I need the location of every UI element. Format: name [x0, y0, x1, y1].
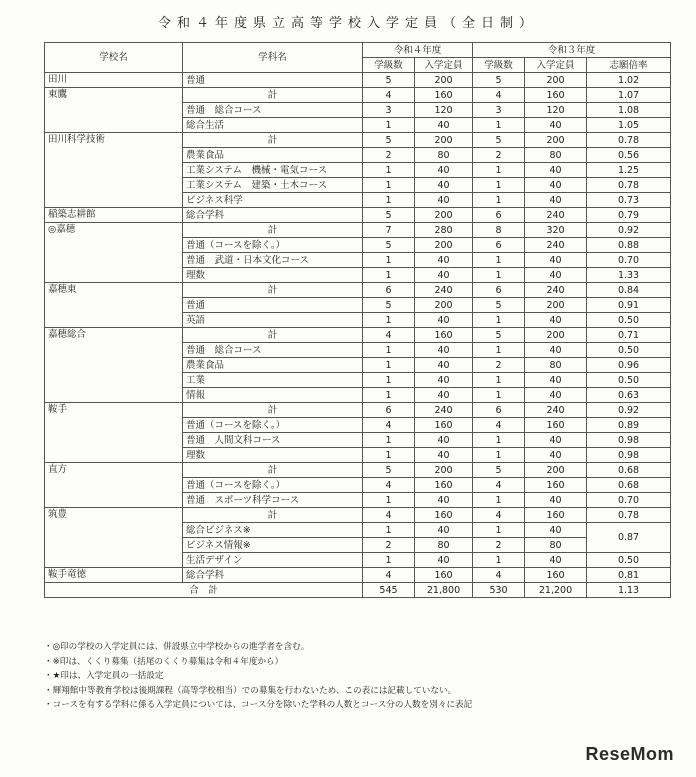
capacity-r4: 200 — [415, 208, 473, 223]
header-school: 学校名 — [45, 43, 183, 73]
classes-r3: 8 — [473, 223, 525, 238]
capacity-r3: 200 — [525, 328, 587, 343]
dept-name: 普通 — [183, 73, 363, 88]
capacity-r4: 160 — [415, 508, 473, 523]
header-capacity-r3: 入学定員 — [525, 58, 587, 73]
total-classes-r4: 545 — [363, 583, 415, 598]
school-name: 鞍手竜徳 — [45, 568, 183, 583]
classes-r3: 1 — [473, 178, 525, 193]
capacity-r4: 200 — [415, 73, 473, 88]
classes-r3: 1 — [473, 163, 525, 178]
dept-name: 普通 総合コース — [183, 103, 363, 118]
dept-name: 工業 — [183, 373, 363, 388]
header-ratio: 志願倍率 — [587, 58, 671, 73]
capacity-r4: 40 — [415, 343, 473, 358]
capacity-r4: 40 — [415, 448, 473, 463]
capacity-r4: 160 — [415, 328, 473, 343]
ratio: 0.89 — [587, 418, 671, 433]
dept-name: 普通 武道・日本文化コース — [183, 253, 363, 268]
capacity-table — [44, 42, 671, 598]
capacity-r3: 160 — [525, 88, 587, 103]
ratio: 0.71 — [587, 328, 671, 343]
capacity-r3: 40 — [525, 523, 587, 538]
ratio: 0.96 — [587, 358, 671, 373]
dept-name: 農業食品 — [183, 148, 363, 163]
capacity-r4: 40 — [415, 388, 473, 403]
capacity-r3: 200 — [525, 73, 587, 88]
ratio: 0.92 — [587, 223, 671, 238]
capacity-r3: 40 — [525, 253, 587, 268]
capacity-r4: 40 — [415, 178, 473, 193]
footnotes — [44, 640, 674, 713]
dept-name: 計 — [183, 223, 363, 238]
classes-r3: 1 — [473, 193, 525, 208]
capacity-r3: 40 — [525, 553, 587, 568]
dept-name: 普通（コースを除く。） — [183, 418, 363, 433]
header-r3: 令和３年度 — [473, 43, 671, 58]
capacity-r4: 40 — [415, 523, 473, 538]
capacity-r3: 200 — [525, 463, 587, 478]
ratio: 0.70 — [587, 493, 671, 508]
capacity-r3: 40 — [525, 388, 587, 403]
classes-r3: 5 — [473, 328, 525, 343]
dept-name: ビジネス科学 — [183, 193, 363, 208]
classes-r4: 4 — [363, 508, 415, 523]
footnote: ・★印は、入学定員の一括設定 — [44, 671, 164, 681]
classes-r3: 2 — [473, 148, 525, 163]
table-body — [45, 73, 671, 583]
classes-r4: 4 — [363, 88, 415, 103]
table-row — [45, 73, 671, 88]
capacity-r4: 40 — [415, 118, 473, 133]
classes-r3: 5 — [473, 133, 525, 148]
ratio: 0.87 — [587, 523, 671, 553]
classes-r3: 4 — [473, 418, 525, 433]
classes-r4: 1 — [363, 193, 415, 208]
table-row — [45, 328, 671, 343]
classes-r4: 1 — [363, 553, 415, 568]
capacity-r4: 160 — [415, 478, 473, 493]
classes-r4: 6 — [363, 403, 415, 418]
classes-r4: 1 — [363, 253, 415, 268]
dept-name: 生活デザイン — [183, 553, 363, 568]
classes-r3: 1 — [473, 493, 525, 508]
dept-name: 工業システム 機械・電気コース — [183, 163, 363, 178]
table-row — [45, 508, 671, 523]
capacity-r3: 40 — [525, 193, 587, 208]
capacity-r4: 160 — [415, 568, 473, 583]
capacity-r4: 40 — [415, 433, 473, 448]
capacity-r4: 240 — [415, 283, 473, 298]
ratio: 1.25 — [587, 163, 671, 178]
ratio: 0.84 — [587, 283, 671, 298]
classes-r3: 4 — [473, 88, 525, 103]
capacity-r3: 40 — [525, 493, 587, 508]
ratio: 0.81 — [587, 568, 671, 583]
dept-name: 計 — [183, 133, 363, 148]
capacity-r4: 280 — [415, 223, 473, 238]
header-dept: 学科名 — [183, 43, 363, 73]
classes-r3: 1 — [473, 118, 525, 133]
dept-name: 工業システム 建築・土木コース — [183, 178, 363, 193]
ratio: 0.78 — [587, 178, 671, 193]
classes-r4: 2 — [363, 148, 415, 163]
footnote: ・◎印の学校の入学定員には、併設県立中学校からの進学者を含む。 — [44, 642, 310, 652]
capacity-r3: 40 — [525, 178, 587, 193]
table-row — [45, 403, 671, 418]
capacity-r4: 40 — [415, 163, 473, 178]
classes-r4: 1 — [363, 358, 415, 373]
dept-name: 計 — [183, 328, 363, 343]
ratio: 1.02 — [587, 73, 671, 88]
ratio: 0.92 — [587, 403, 671, 418]
classes-r3: 6 — [473, 403, 525, 418]
header-capacity-r4: 入学定員 — [415, 58, 473, 73]
classes-r3: 4 — [473, 508, 525, 523]
ratio: 1.05 — [587, 118, 671, 133]
ratio: 0.73 — [587, 193, 671, 208]
classes-r3: 1 — [473, 313, 525, 328]
ratio: 0.68 — [587, 478, 671, 493]
table-row — [45, 223, 671, 238]
capacity-r3: 80 — [525, 148, 587, 163]
table-row — [45, 283, 671, 298]
classes-r3: 2 — [473, 538, 525, 553]
classes-r4: 5 — [363, 133, 415, 148]
ratio: 0.70 — [587, 253, 671, 268]
table-row — [45, 88, 671, 103]
table-row — [45, 568, 671, 583]
capacity-r3: 240 — [525, 283, 587, 298]
classes-r3: 1 — [473, 343, 525, 358]
footnote: ・※印は、くくり募集（括尾のくくり募集は令和４年度から） — [44, 656, 284, 667]
classes-r3: 6 — [473, 283, 525, 298]
classes-r3: 1 — [473, 253, 525, 268]
capacity-r4: 40 — [415, 373, 473, 388]
ratio: 0.79 — [587, 208, 671, 223]
dept-name: 計 — [183, 463, 363, 478]
dept-name: 計 — [183, 508, 363, 523]
header-r4: 令和４年度 — [363, 43, 473, 58]
ratio: 0.78 — [587, 508, 671, 523]
dept-name: 英語 — [183, 313, 363, 328]
capacity-r4: 80 — [415, 538, 473, 553]
ratio: 0.63 — [587, 388, 671, 403]
classes-r3: 2 — [473, 358, 525, 373]
classes-r3: 5 — [473, 73, 525, 88]
dept-name: 普通（コースを除く。） — [183, 478, 363, 493]
classes-r4: 5 — [363, 463, 415, 478]
capacity-r4: 40 — [415, 313, 473, 328]
capacity-r4: 200 — [415, 133, 473, 148]
classes-r4: 4 — [363, 568, 415, 583]
dept-name: 総合ビジネス※ — [183, 523, 363, 538]
classes-r3: 1 — [473, 373, 525, 388]
dept-name: 普通 人間文科コース — [183, 433, 363, 448]
capacity-r3: 40 — [525, 313, 587, 328]
classes-r4: 1 — [363, 178, 415, 193]
school-name: 田川 — [45, 73, 183, 88]
capacity-r4: 80 — [415, 148, 473, 163]
total-capacity-r4: 21,800 — [415, 583, 473, 598]
capacity-r3: 40 — [525, 268, 587, 283]
classes-r4: 5 — [363, 73, 415, 88]
dept-name: 計 — [183, 88, 363, 103]
footnote: ・コースを有する学科に係る入学定員については、コース分を除いた学科の人数とコース分の人数を別々に表記 — [44, 700, 473, 710]
capacity-r3: 40 — [525, 343, 587, 358]
ratio: 0.50 — [587, 373, 671, 388]
school-name: 稲築志耕館 — [45, 208, 183, 223]
classes-r4: 1 — [363, 313, 415, 328]
ratio: 0.68 — [587, 463, 671, 478]
capacity-r4: 40 — [415, 358, 473, 373]
dept-name: 普通（コースを除く。） — [183, 238, 363, 253]
dept-name: 総合生活 — [183, 118, 363, 133]
school-name: ◎嘉穂 — [45, 223, 183, 283]
ratio: 0.98 — [587, 448, 671, 463]
classes-r4: 5 — [363, 208, 415, 223]
classes-r4: 2 — [363, 538, 415, 553]
header-classes-r4: 学級数 — [363, 58, 415, 73]
school-name: 嘉穂総合 — [45, 328, 183, 403]
capacity-r3: 40 — [525, 163, 587, 178]
classes-r3: 5 — [473, 463, 525, 478]
ratio: 0.50 — [587, 553, 671, 568]
classes-r4: 4 — [363, 478, 415, 493]
capacity-r4: 40 — [415, 268, 473, 283]
table-row — [45, 208, 671, 223]
capacity-r4: 40 — [415, 253, 473, 268]
classes-r3: 1 — [473, 448, 525, 463]
ratio: 0.78 — [587, 133, 671, 148]
classes-r3: 1 — [473, 268, 525, 283]
ratio: 1.08 — [587, 103, 671, 118]
classes-r4: 5 — [363, 238, 415, 253]
dept-name: 普通 総合コース — [183, 343, 363, 358]
dept-name: 情報 — [183, 388, 363, 403]
classes-r3: 6 — [473, 208, 525, 223]
capacity-r4: 40 — [415, 493, 473, 508]
dept-name: 総合学科 — [183, 208, 363, 223]
classes-r3: 4 — [473, 478, 525, 493]
capacity-r4: 160 — [415, 418, 473, 433]
classes-r3: 5 — [473, 298, 525, 313]
ratio: 1.07 — [587, 88, 671, 103]
capacity-r3: 160 — [525, 568, 587, 583]
classes-r4: 1 — [363, 388, 415, 403]
classes-r3: 1 — [473, 553, 525, 568]
school-name: 鞍手 — [45, 403, 183, 463]
capacity-r3: 40 — [525, 118, 587, 133]
dept-name: 理数 — [183, 448, 363, 463]
dept-name: 計 — [183, 403, 363, 418]
classes-r4: 1 — [363, 433, 415, 448]
capacity-r4: 200 — [415, 298, 473, 313]
total-label: 合 計 — [45, 583, 363, 598]
dept-name: 農業食品 — [183, 358, 363, 373]
classes-r4: 1 — [363, 343, 415, 358]
capacity-r3: 200 — [525, 133, 587, 148]
capacity-r3: 160 — [525, 508, 587, 523]
classes-r4: 1 — [363, 118, 415, 133]
capacity-r3: 120 — [525, 103, 587, 118]
capacity-r4: 200 — [415, 463, 473, 478]
dept-name: 普通 スポーツ科学コース — [183, 493, 363, 508]
capacity-r3: 240 — [525, 403, 587, 418]
capacity-r3: 240 — [525, 238, 587, 253]
ratio: 0.50 — [587, 313, 671, 328]
school-name: 筑豊 — [45, 508, 183, 568]
total-capacity-r3: 21,200 — [525, 583, 587, 598]
capacity-r3: 80 — [525, 358, 587, 373]
dept-name: 普通 — [183, 298, 363, 313]
school-name: 東鷹 — [45, 88, 183, 133]
dept-name: 計 — [183, 283, 363, 298]
ratio: 0.91 — [587, 298, 671, 313]
classes-r4: 1 — [363, 373, 415, 388]
classes-r3: 1 — [473, 433, 525, 448]
total-ratio: 1.13 — [587, 583, 671, 598]
school-name: 田川科学技術 — [45, 133, 183, 208]
ratio: 0.88 — [587, 238, 671, 253]
resemom-logo: ReseMom — [585, 744, 674, 764]
capacity-r3: 40 — [525, 448, 587, 463]
capacity-r3: 240 — [525, 208, 587, 223]
classes-r4: 1 — [363, 448, 415, 463]
capacity-r3: 80 — [525, 538, 587, 553]
classes-r4: 1 — [363, 163, 415, 178]
capacity-r3: 200 — [525, 298, 587, 313]
classes-r3: 3 — [473, 103, 525, 118]
capacity-r3: 320 — [525, 223, 587, 238]
classes-r3: 6 — [473, 238, 525, 253]
table-row — [45, 133, 671, 148]
capacity-r4: 40 — [415, 553, 473, 568]
classes-r4: 4 — [363, 328, 415, 343]
classes-r4: 4 — [363, 418, 415, 433]
school-name: 嘉穂東 — [45, 283, 183, 328]
ratio: 1.33 — [587, 268, 671, 283]
dept-name: 総合学科 — [183, 568, 363, 583]
capacity-r3: 40 — [525, 433, 587, 448]
capacity-r3: 160 — [525, 418, 587, 433]
ratio: 0.98 — [587, 433, 671, 448]
classes-r3: 1 — [473, 388, 525, 403]
school-name: 直方 — [45, 463, 183, 508]
capacity-r4: 40 — [415, 193, 473, 208]
table-row — [45, 463, 671, 478]
dept-name: 理数 — [183, 268, 363, 283]
total-row — [45, 583, 671, 598]
capacity-r4: 240 — [415, 403, 473, 418]
footnote: ・輝翔館中等教育学校は後期課程（高等学校相当）での募集を行わないため、この表には記載していない。 — [44, 685, 457, 696]
page-title: 令和４年度県立高等学校入学定員（全日制） — [157, 16, 538, 31]
classes-r4: 3 — [363, 103, 415, 118]
header-classes-r3: 学級数 — [473, 58, 525, 73]
capacity-r3: 160 — [525, 478, 587, 493]
capacity-r4: 160 — [415, 88, 473, 103]
classes-r4: 1 — [363, 523, 415, 538]
classes-r4: 1 — [363, 268, 415, 283]
classes-r4: 7 — [363, 223, 415, 238]
capacity-r4: 200 — [415, 238, 473, 253]
classes-r3: 4 — [473, 568, 525, 583]
dept-name: ビジネス情報※ — [183, 538, 363, 553]
ratio: 0.50 — [587, 343, 671, 358]
ratio: 0.56 — [587, 148, 671, 163]
capacity-r3: 40 — [525, 373, 587, 388]
classes-r4: 1 — [363, 493, 415, 508]
classes-r4: 6 — [363, 283, 415, 298]
classes-r4: 5 — [363, 298, 415, 313]
classes-r3: 1 — [473, 523, 525, 538]
total-classes-r3: 530 — [473, 583, 525, 598]
capacity-r4: 120 — [415, 103, 473, 118]
